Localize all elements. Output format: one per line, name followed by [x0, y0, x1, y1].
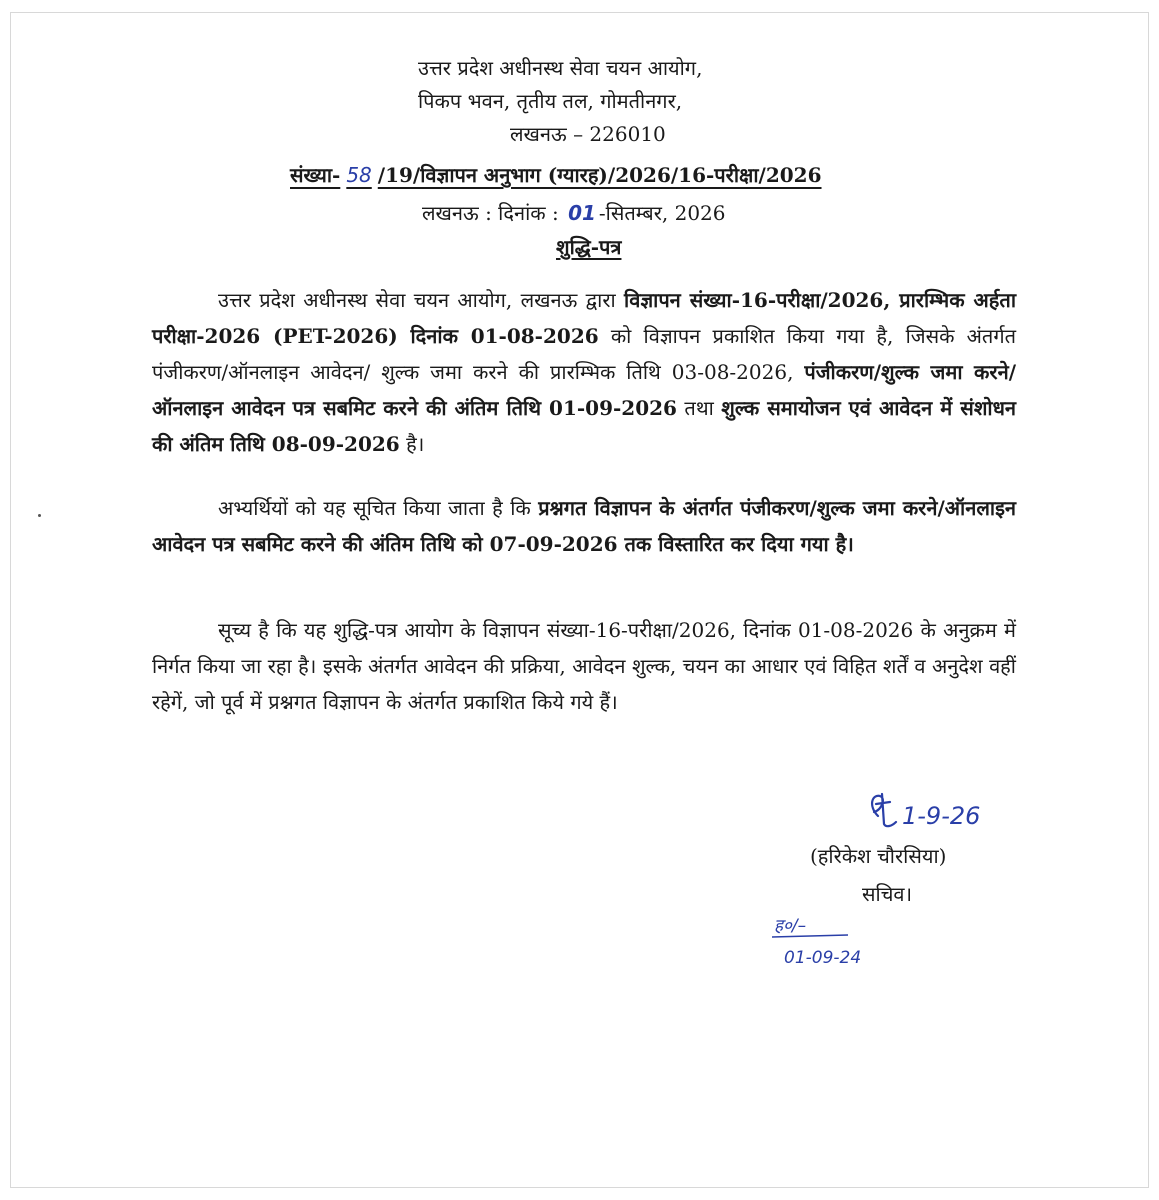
office-initials-date: 01-09-24: [784, 948, 862, 968]
office-initials: [770, 905, 900, 975]
p1-text-2: को विज्ञापन प्रकाशित किया गया है, जिसके अंतर्गत पंजीकरण/ऑनलाइन आवेदन/ शुल्क जमा करने की प्रारम्भिक तिथि 03-08-2026,: [152, 324, 1016, 384]
date-suffix: -सितम्बर, 2026: [598, 201, 726, 225]
p1-bold-1: विज्ञापन संख्या-16-परीक्षा/2026, प्रारम्भिक अर्हता परीक्षा-2026 (PET-2026) दिनांक 01-08-2026: [152, 288, 1016, 348]
signature-date: 1-9-26: [902, 802, 981, 830]
signatory-designation: सचिव।: [862, 882, 913, 906]
document-title: शुद्धि-पत्र: [556, 235, 622, 259]
reference-handwritten-number: 58: [346, 163, 372, 187]
paragraph-notice: सूच्य है कि यह शुद्धि-पत्र आयोग के विज्ञापन संख्या-16-परीक्षा/2026, दिनांक 01-08-2026 के अनुक्रम में निर्गत किया जा रहा है। इसके अंतर्गत आवेदन की प्रक्रिया, आवेदन शुल्क, चयन का आधार एवं विहित शर्तें व अनुदेश वहीं रहेगें, जो पूर्व में प्रश्नगत विज्ञापन के अंतर्गत प्रकाशित किये गये हैं।: [152, 618, 1016, 714]
p1-text-4: है।: [399, 432, 425, 456]
issue-date: [422, 199, 842, 226]
reference-number: [290, 161, 890, 188]
office-name: उत्तर प्रदेश अधीनस्थ सेवा चयन आयोग,: [418, 56, 703, 80]
date-handwritten-day: 01: [568, 201, 596, 225]
paragraph-date-extension: [152, 490, 1016, 562]
p1-text-3: तथा: [676, 396, 722, 420]
paragraph-advertisement-details: [152, 282, 1016, 462]
date-prefix: लखनऊ : दिनांक :: [422, 201, 559, 225]
signature: [862, 786, 1062, 836]
signatory-name: (हरिकेश चौरसिया): [810, 844, 947, 868]
office-address: [418, 52, 878, 151]
office-building: पिकप भवन, तृतीय तल, गोमतीनगर,: [418, 89, 683, 113]
office-initials-sign: ह०/–: [774, 916, 807, 936]
page-border: [10, 12, 1149, 1188]
p1-bold-3: शुल्क समायोजन एवं आवेदन में संशोधन की अंतिम तिथि 08-09-2026: [152, 396, 1017, 456]
office-city: लखनऊ – 226010: [510, 122, 666, 146]
p2-bold-1: प्रश्नगत विज्ञापन के अंतर्गत पंजीकरण/शुल्क जमा करने/ऑनलाइन आवेदन पत्र सबमिट करने की अंतिम तिथि को 07-09-2026 तक विस्तारित कर दिया गया है।: [152, 496, 1016, 556]
reference-suffix: /19/विज्ञापन अनुभाग (ग्यारह)/2026/16-परीक्षा/2026: [377, 163, 822, 187]
p2-text-1: अभ्यर्थियों को यह सूचित किया जाता है कि: [218, 496, 539, 520]
scan-speck: [38, 514, 41, 517]
p1-text-1: उत्तर प्रदेश अधीनस्थ सेवा चयन आयोग, लखनऊ द्वारा: [218, 288, 625, 312]
reference-prefix: संख्या-: [290, 163, 341, 187]
p1-bold-2: पंजीकरण/शुल्क जमा करने/ऑनलाइन आवेदन पत्र सबमिट करने की अंतिम तिथि 01-09-2026: [152, 360, 1017, 420]
